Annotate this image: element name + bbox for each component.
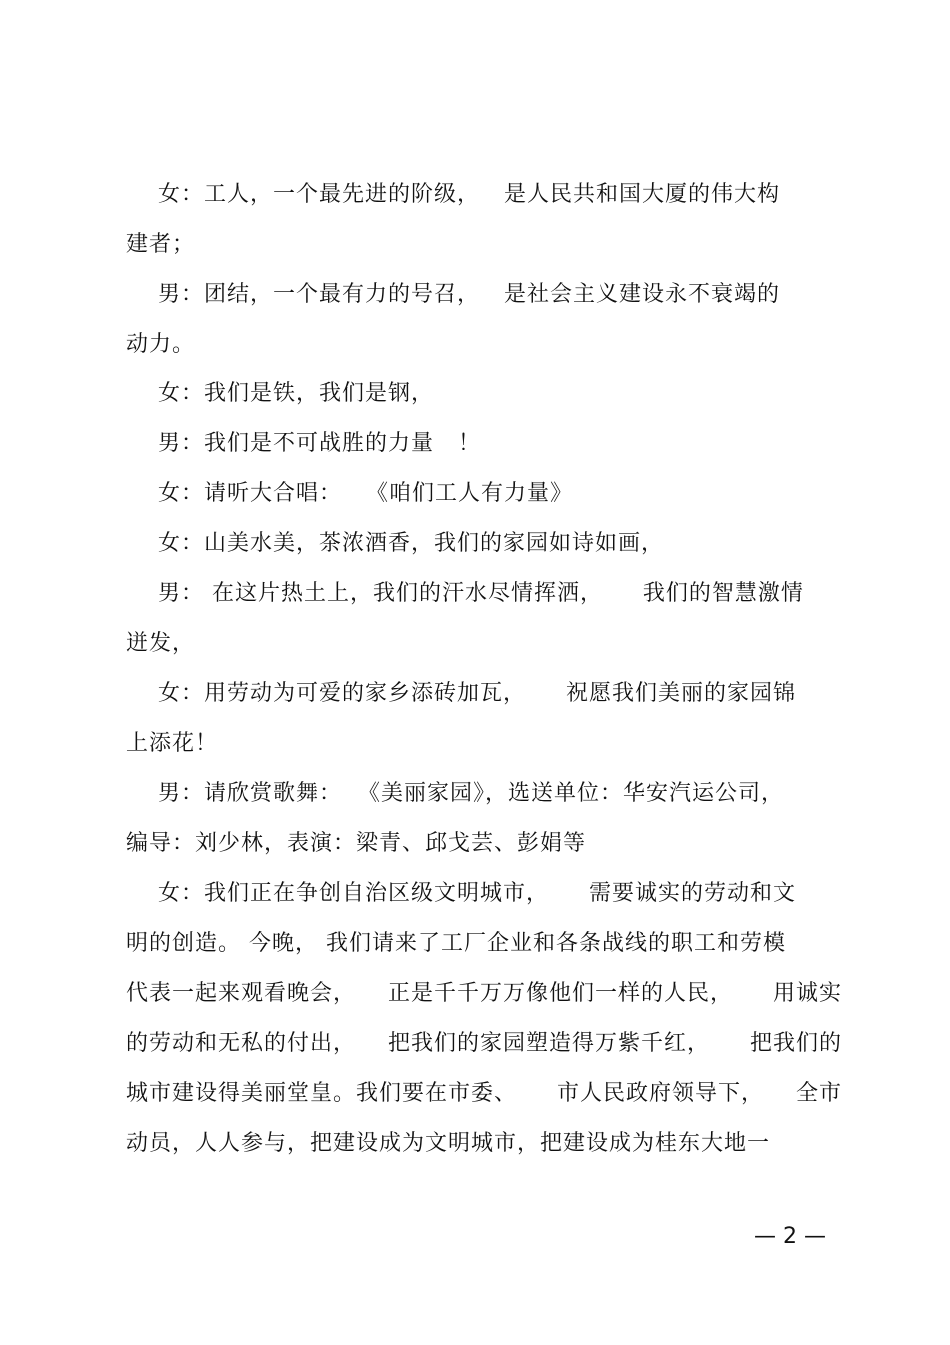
text-line: 城市建设得美丽堂皇。我们要在市委、 市人民政府领导下， 全市 — [126, 1081, 842, 1106]
text-line: 代表一起来观看晚会， 正是千千万万像他们一样的人民， 用诚实 — [126, 981, 842, 1006]
text-line: 女：工人，一个最先进的阶级， 是人民共和国大厦的伟大构 — [126, 182, 780, 207]
text-line: 女：我们正在争创自治区级文明城市， 需要诚实的劳动和文 — [126, 881, 796, 906]
text-line: 男：我们是不可战胜的力量 ！ — [126, 431, 481, 456]
text-line: 迸发， — [126, 631, 196, 656]
text-line: 女：请听大合唱： 《咱们工人有力量》 — [126, 481, 573, 506]
text-line: 明的创造。 今晚， 我们请来了工厂企业和各条战线的职工和劳模 — [126, 931, 786, 956]
text-line: 女：我们是铁，我们是钢， — [126, 381, 434, 406]
page-number: — 2 — — [754, 1224, 826, 1249]
text-line: 上添花！ — [126, 731, 219, 756]
text-line: 女：用劳动为可爱的家乡添砖加瓦， 祝愿我们美丽的家园锦 — [126, 681, 796, 706]
text-line: 男： 在这片热土上，我们的汗水尽情挥洒， 我们的智慧激情 — [126, 581, 804, 606]
text-line: 女：山美水美，茶浓酒香，我们的家园如诗如画， — [126, 531, 664, 556]
text-line: 动力。 — [126, 332, 196, 357]
text-line: 建者； — [126, 232, 196, 257]
text-line: 男：请欣赏歌舞： 《美丽家园》，选送单位：华安汽运公司， — [126, 781, 784, 806]
text-line: 男：团结，一个最有力的号召， 是社会主义建设永不衰竭的 — [126, 282, 780, 307]
text-line: 动员，人人参与，把建设成为文明城市，把建设成为桂东大地一 — [126, 1131, 771, 1156]
text-line: 编导：刘少林，表演：梁青、邱戈芸、彭娟等 — [126, 831, 587, 856]
text-line: 的劳动和无私的付出， 把我们的家园塑造得万紫千红， 把我们的 — [126, 1031, 842, 1056]
